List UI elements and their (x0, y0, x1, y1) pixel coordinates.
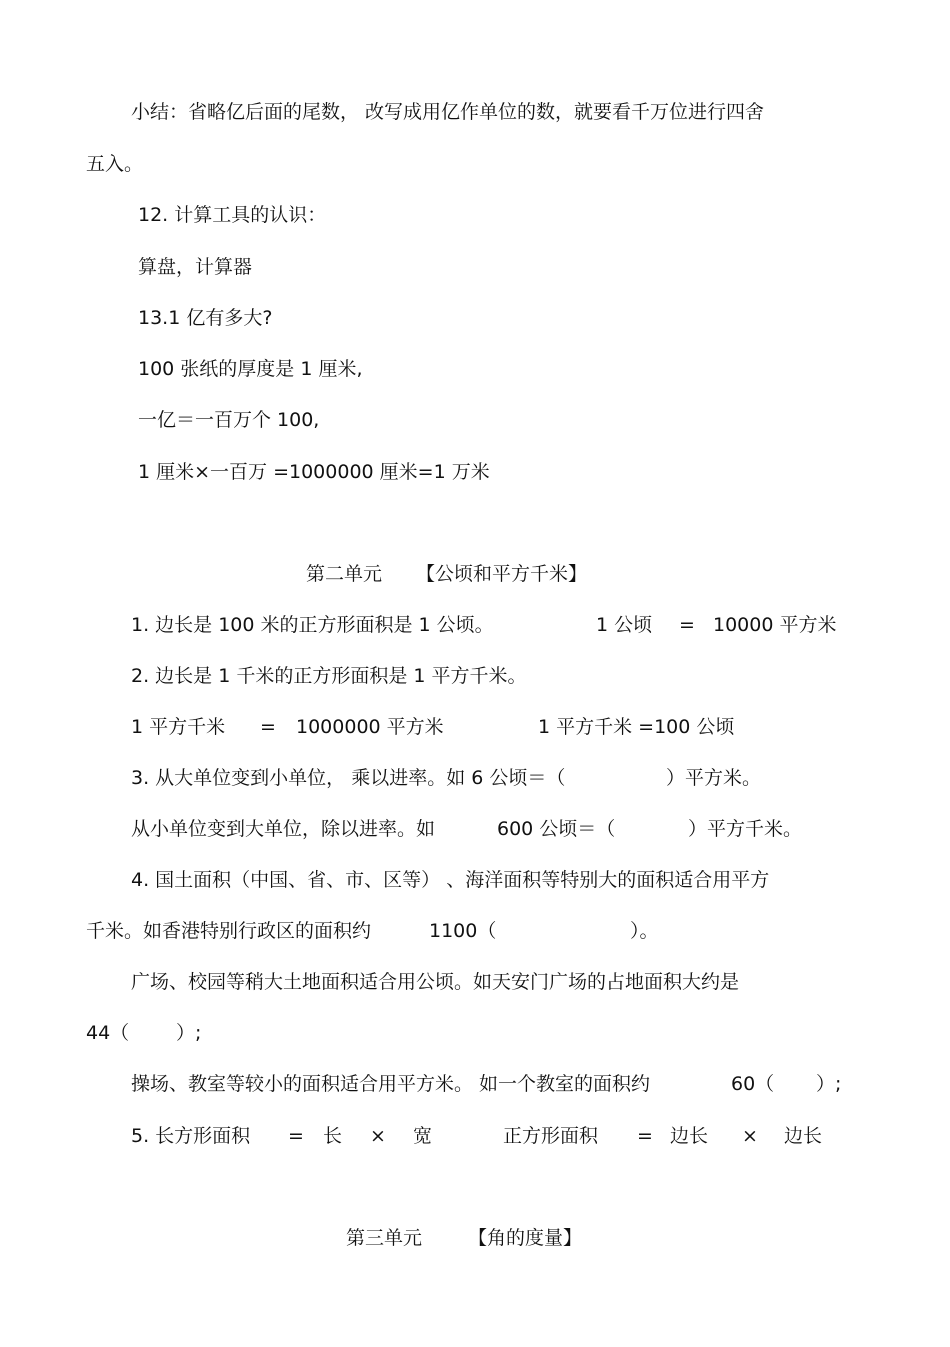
unit-2-item-3-line-2b: 600 公顷＝（ (497, 818, 616, 840)
unit-3-heading (346, 1229, 582, 1248)
unit-2-item-4-line-4a: 44（ (86, 1022, 130, 1044)
section-13-line-1: 100 张纸的厚度是 1 厘米, (138, 358, 363, 380)
summary-line-1: 小结：省略亿后面的尾数， 改写成用亿作单位的数，就要看千万位进行四舍 (131, 101, 765, 123)
unit-2-item-4-line-2a: 千米。如香港特别行政区的面积约 (86, 920, 372, 942)
unit-2-item-4-line-4b: ）; (176, 1022, 202, 1044)
unit-2-item-5-label-2: 正方形面积 (503, 1125, 599, 1147)
unit-2-item-5-length: 长 (323, 1125, 343, 1147)
section-12-body: 算盘，计算器 (138, 256, 253, 278)
unit-2-item-4-line-3: 广场、校园等稍大土地面积适合用公顷。如天安门广场的占地面积大约是 (131, 971, 740, 993)
unit-2-item-5-side-1: 边长 (670, 1125, 709, 1147)
unit-2-item-4-line-2b: 1100（ (429, 920, 497, 942)
unit-2-heading (306, 565, 587, 584)
unit-2-item-4-line-5b: 60（ (731, 1073, 775, 1095)
unit-2-label: 第二单元 (306, 563, 383, 585)
unit-2-item-2: 2. 边长是 1 千米的正方形面积是 1 平方千米。 (131, 665, 527, 687)
section-13-line-2: 一亿＝一百万个 100, (138, 409, 320, 431)
unit-3-topic: 【角的度量】 (468, 1227, 583, 1249)
unit-2-item-5-label: 5. 长方形面积 (131, 1125, 251, 1147)
summary-line-2: 五入。 (86, 153, 144, 175)
unit-2-item-5-side-2: 边长 (784, 1125, 823, 1147)
unit-2-item-1: 1. 边长是 100 米的正方形面积是 1 公顷。 (131, 614, 494, 636)
section-13-title: 13.1 亿有多大? (138, 307, 273, 329)
unit-2-item-2-eq-right: 1 平方千米 =100 公顷 (538, 716, 735, 738)
section-12-title: 12. 计算工具的认识： (138, 204, 327, 226)
unit-2-item-5-width: 宽 (413, 1125, 433, 1147)
unit-2-item-3-line-2a: 从小单位变到大单位，除以进率。如 (131, 818, 436, 840)
unit-2-item-2-eq-sign: = (260, 716, 276, 738)
unit-2-item-4-line-1: 4. 国土面积（中国、省、市、区等） 、海洋面积等特别大的面积适合用平方 (131, 869, 770, 891)
unit-2-item-5-eq-2: = (637, 1125, 653, 1147)
unit-2-item-4-line-2c: ）。 (630, 920, 659, 942)
unit-2-item-1-eq-left: 1 公顷 (596, 614, 653, 636)
section-13-line-3: 1 厘米×一百万 =1000000 厘米=1 万米 (138, 461, 490, 483)
unit-2-item-5-times-2: × (742, 1125, 758, 1147)
unit-2-item-3-line-1a: 3. 从大单位变到小单位， 乘以进率。如 6 公顷＝（ (131, 767, 566, 789)
unit-2-item-2-eq-a: 1 平方千米 (131, 716, 226, 738)
unit-2-item-5-eq-1: = (288, 1125, 304, 1147)
unit-2-topic: 【公顷和平方千米】 (416, 563, 588, 585)
unit-2-item-1-eq-right: 10000 平方米 (713, 614, 837, 636)
unit-2-item-3-line-1b: ）平方米。 (666, 767, 762, 789)
unit-2-item-1-eq-sign: = (679, 614, 695, 636)
unit-2-item-2-eq-b: 1000000 平方米 (296, 716, 444, 738)
unit-2-item-3-line-2c: ）平方千米。 (688, 818, 803, 840)
unit-2-item-5-times-1: × (370, 1125, 386, 1147)
unit-3-label: 第三单元 (346, 1227, 423, 1249)
unit-2-item-4-line-5c: ）; (816, 1073, 842, 1095)
unit-2-item-4-line-5a: 操场、教室等较小的面积适合用平方米。 如一个教室的面积约 (131, 1073, 651, 1095)
